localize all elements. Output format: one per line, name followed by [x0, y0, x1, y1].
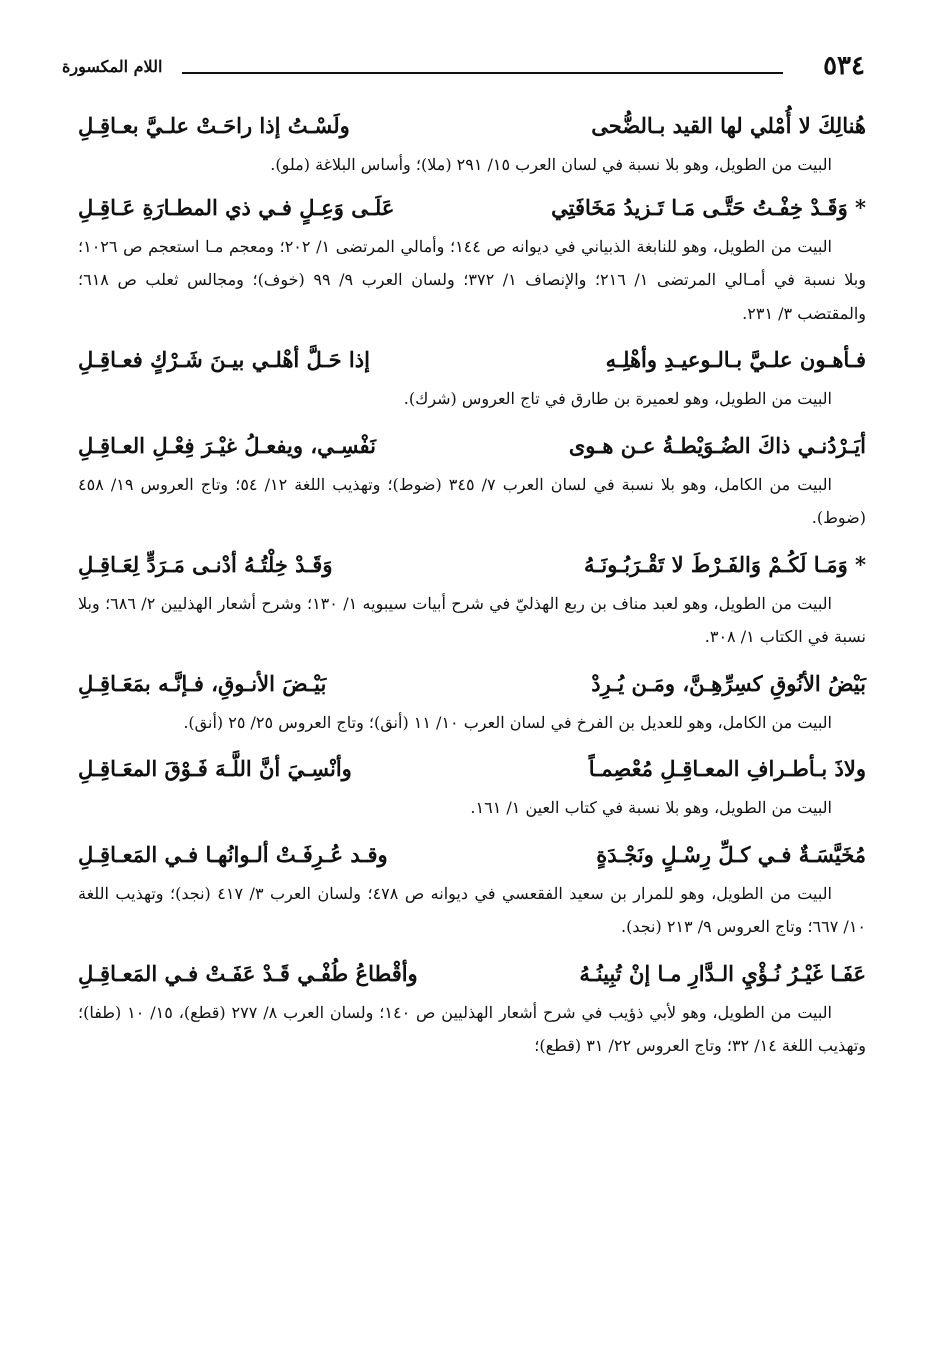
- running-title: اللام المكسورة: [62, 57, 163, 76]
- first-hemistich: أيَـرْدُنـي ذاكَ الضُـوَيْطـةُ عـن هـوى: [568, 432, 866, 458]
- verse-commentary: البيت من الكامل، وهو للعديل بن الفرخ في لسان العرب ١٠/ ١١ (أنق)؛ وتاج العروس ٢٥/ ٢٥ (أنق).: [183, 712, 832, 732]
- page-number: ٥٣٤: [823, 51, 865, 81]
- verse-entry: [78, 104, 866, 182]
- first-hemistich: مُخَيَّسَـةٌ فـي كـلِّ رِسْـلٍ ونَجْـدَةٍ: [596, 841, 866, 867]
- verse-entry: [78, 833, 866, 944]
- verse-commentary: البيت من الكامل، وهو بلا نسبة في لسان العرب ٧/ ٣٤٥ (ضوط)؛ وتهذيب اللغة ١٢/ ٥٤؛ وتاج العروس ١٩/ ٤٥٨ (ضوط).: [78, 474, 866, 527]
- first-hemistich: عَفَـا غَيْـرُ نُـؤْيِ الـدَّارِ مـا إنْ تُبِينُـهُ: [579, 960, 866, 986]
- verse-commentary: البيت من الطويل، وهو لعميرة بن طارق في تاج العروس (شرك).: [403, 389, 832, 408]
- verse-commentary: البيت من الطويل، وهو بلا نسبة في لسان العرب ١٥/ ٢٩١ (ملا)؛ وأساس البلاغة (ملو).: [270, 155, 832, 174]
- second-hemistich: وأنْسِـيَ أنَّ اللَّـهَ فَـوْقَ المعَـاقِـلِ: [78, 756, 352, 781]
- verse-entry: [78, 747, 866, 825]
- verse-commentary: البيت من الطويل، وهو لأبي ذؤيب في شرح أشعار الهذليين ص ١٤٠؛ ولسان العرب ٨/ ٢٧٧ (قطع)، ١٥/ ١٠ (طفا)؛ وتهذيب اللغة ١٤/ ٣٢؛ وتاج العروس ٢٢/ ٣١ (قطع)؛: [78, 1002, 866, 1055]
- verse-line: [78, 543, 866, 587]
- second-hemistich: ولَسْـتُ إذا راحَـتْ علـيَّ بعـاقِـلِ: [78, 113, 350, 138]
- verse-line: [78, 747, 866, 791]
- second-hemistich: إذا حَـلَّ أهْلـي بيـنَ شَـرْكٍ فعـاقِـلِ: [78, 347, 370, 372]
- verse-entry: [78, 543, 866, 654]
- verse-line: [78, 338, 866, 382]
- second-hemistich: وأقْطاعُ طُفْـي قَـدْ عَفَـتْ فـي المَعـاقِـلِ: [78, 960, 418, 986]
- header-rule: [182, 72, 783, 74]
- verse-entry: [78, 952, 866, 1063]
- verse-commentary: البيت من الطويل، وهو للمرار بن سعيد الفقعسي في ديوانه ص ٤٧٨؛ ولسان العرب ٣/ ٤١٧ (نجد)؛ وتهذيب اللغة ١٠/ ٦٦٧؛ وتاج العروس ٩/ ٢١٣ (نجد).: [78, 883, 866, 936]
- first-hemistich: بَيْضُ الأنُوقِ كسِرِّهِـنَّ، ومَـن يُـرِدْ: [591, 670, 866, 696]
- verse-line: [78, 424, 866, 468]
- verse-line: [78, 104, 866, 148]
- verse-line: [78, 186, 866, 230]
- verse-line: [78, 833, 866, 877]
- verse-commentary: البيت من الطويل، وهو لعبد مناف بن ربع الهذليّ في شرح أبيات سيبويه ١/ ١٣٠؛ وشرح أشعار الهذليين ٢/ ٦٨٦؛ وبلا نسبة في الكتاب ١/ ٣٠٨.: [78, 593, 866, 646]
- first-hemistich: فـأهـون علـيَّ بـالـوعيـدِ وأهْلِـهِ: [605, 347, 866, 372]
- verse-commentary: البيت من الطويل، وهو للنابغة الذبياني في ديوانه ص ١٤٤؛ وأمالي المرتضى ١/ ٢٠٢؛ ومعجم مـا استعجم ص ١٠٢٦؛ وبلا نسبة في أمـالي المرتضى ١/ ٢١٦؛ والإنصاف ١/ ٣٧٢؛ ولسان العرب ٩/ ٩٩ (خوف)؛ ومجالس ثعلب ص ٦١٨؛ والمقتضب ٣/ ٢٣١.: [78, 236, 866, 323]
- second-hemistich: بَيْـضَ الأنـوقِ، فـإنَّـه بمَعَـاقِـلِ: [78, 670, 327, 696]
- second-hemistich: عَلَـى وَعِـلٍ فـي ذي المطـارَةِ عَـاقِـلِ: [78, 194, 395, 220]
- first-hemistich: * وَقَـدْ خِفْـتُ حَتَّـى مَـا تَـزيدُ مَخَافَتِي: [551, 194, 866, 220]
- verse-line: [78, 662, 866, 706]
- second-hemistich: وَقَـدْ خِلْتُـهُ أدْنـى مَـرَدٍّ لِعَـاقِـلِ: [78, 551, 333, 577]
- verse-entry: [78, 186, 866, 331]
- second-hemistich: نَفْسِـي، ويفعـلُ غيْـرَ فِعْـلِ العـاقِـلِ: [78, 432, 376, 458]
- page-header: [62, 48, 865, 88]
- verse-line: [78, 952, 866, 996]
- first-hemistich: هُنالِكَ لا أُمْلي لها القيد بـالضُّحى: [591, 113, 866, 138]
- verse-entries: [78, 104, 866, 1071]
- second-hemistich: وقـد عُـرِفَـتْ ألـوانُهـا فـي المَعـاقِـلِ: [78, 841, 388, 867]
- first-hemistich: * وَمَـا لَكُـمْ وَالفَـرْطَ لا تَقْـرَبُـونَـهُ: [583, 551, 866, 577]
- verse-entry: [78, 338, 866, 416]
- verse-entry: [78, 424, 866, 535]
- verse-commentary: البيت من الطويل، وهو بلا نسبة في كتاب العين ١/ ١٦١.: [470, 798, 832, 817]
- verse-entry: [78, 662, 866, 740]
- first-hemistich: ولاذَ بـأطـرافِ المعـاقِـلِ مُعْصِمـاً: [588, 756, 866, 781]
